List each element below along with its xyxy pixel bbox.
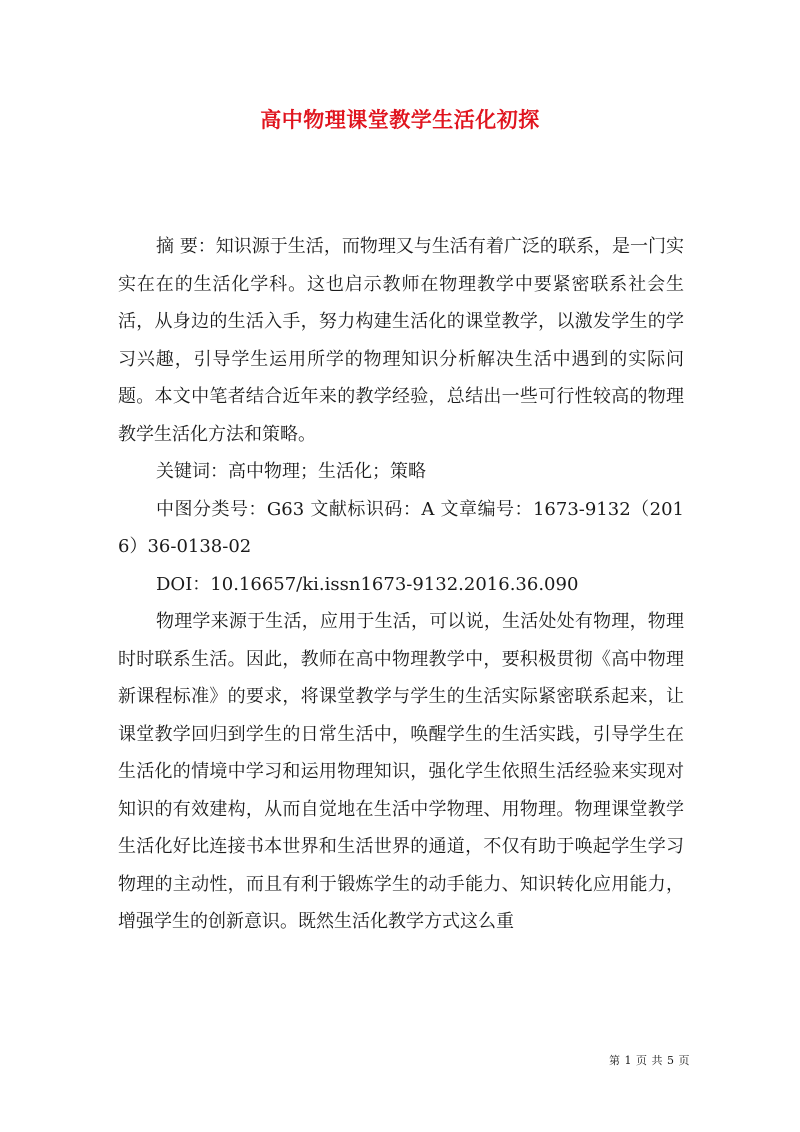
body-paragraph: 物理学来源于生活，应用于生活，可以说，生活处处有物理，物理时时联系生活。因此，教师在高中物理教学中，要积极贯彻《高中物理新课程标准》的要求，将课堂教学与学生的生活实际紧密联系起来，让课堂教学回归到学生的日常生活中，唤醒学生的生活实践，引导学生在生活化的情境中学习和运用物理知识，强化学生依照生活经验来实现对知识的有效建构，从而自觉地在生活中学物理、用物理。物理课堂教学生活化好比连接书本世界和生活世界的通道，不仅有助于唤起学生学习物理的主动性，而且有利于锻炼学生的动手能力、知识转化应用能力，增强学生的创新意识。既然生活化教学方式这么重	[118, 611, 684, 932]
keywords-paragraph: 关键词：高中物理；生活化；策略	[156, 461, 426, 482]
page-footer: 第 1 页 共 5 页	[609, 1054, 690, 1067]
classification-paragraph: 中图分类号：G63 文献标识码：A 文章编号：1673-9132（2016）36-0138-02	[118, 498, 684, 557]
document-title: 高中物理课堂教学生活化初探	[260, 107, 540, 132]
document-body	[118, 228, 684, 941]
abstract-paragraph: 摘 要：知识源于生活，而物理又与生活有着广泛的联系，是一门实实在在的生活化学科。这也启示教师在物理教学中要紧密联系社会生活，从身边的生活入手，努力构建生活化的课堂教学，以激发学生的学习兴趣，引导学生运用所学的物理知识分析解决生活中遇到的实际问题。本文中笔者结合近年来的教学经验，总结出一些可行性较高的物理教学生活化方法和策略。	[118, 236, 684, 445]
doi-paragraph: DOI：10.16657/ki.issn1673-9132.2016.36.090	[156, 573, 579, 595]
